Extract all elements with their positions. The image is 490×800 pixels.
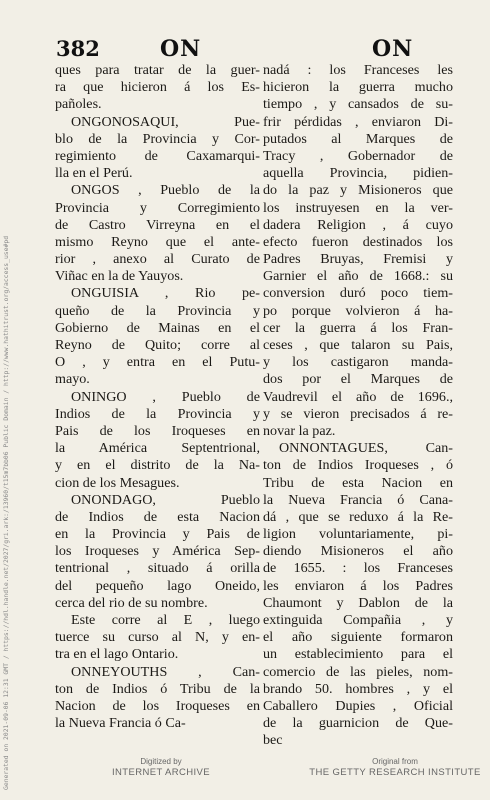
text-line: Gobierno de Mainas en el [55,319,260,336]
text-line: tentrional , situado á orilla [55,560,260,577]
text-line: dadera Religion , á cuyo [263,216,453,233]
text-line: regimiento de Caxamarqui- [55,147,260,164]
text-line: O , y entra en el Putu- [55,354,260,371]
text-line: Chaumont y Dablon de la [263,594,453,611]
text-line: los instruyesen en la ver- [263,199,453,216]
text-line: cion de los Mesagues. [55,474,180,491]
text-line: blo de la Provincia y Cor- [55,130,260,147]
text-line: bec [263,732,283,749]
text-line: conversion duró poco tiem- [263,285,453,302]
right-column [263,62,453,750]
text-line: novar la paz. [263,422,336,439]
text-line: ligion voluntariamente, pi- [263,526,453,543]
text-line: un establecimiento para el [263,646,453,663]
text-line: Vaudrevil el año de 1696., [263,388,453,405]
text-line: pañoles. [55,96,102,113]
text-line: mayo. [55,371,90,388]
original-from-footer [295,757,490,779]
text-line: Padres Bruyas, Fremisi y [263,251,453,268]
text-line: aquella Provincia, pidien- [263,165,453,182]
text-line: diendo Misioneros el año [263,543,453,560]
text-line: y los castigaron manda- [263,354,453,371]
digitized-by-label: Digitized by [140,757,182,766]
text-line: ton de Indios Iroqueses , ó [263,457,453,474]
text-line: del pequeño lago Oneido, [55,577,260,594]
text-line: los Iroqueses y América Sep- [55,543,260,560]
text-line: Pais de los Iroqueses en [55,422,260,439]
text-line: la Nueva Francia ó Ca- [55,715,186,732]
text-line: tuerce su curso al N, y en- [55,629,260,646]
text-line: Provincia y Corregimiento [55,199,260,216]
text-line: Tribu de esta Nacion en [263,474,453,491]
text-line: la Nueva Francia ó Cana- [263,491,453,508]
text-line: les enviaron á los Padres [263,577,453,594]
text-line: ONGONOSAQUI, Pue- [71,113,260,130]
text-line: ONNEYOUTHS , Can- [71,663,260,680]
text-line: Indios de la Provincia y [55,405,260,422]
text-line: ra que hicieron á los Es- [55,79,260,96]
text-line: mismo Reyno que el ante- [55,233,260,250]
text-line: do la paz y Misioneros que [263,182,453,199]
text-line: de la guarnicion de Que- [263,715,453,732]
original-from-label: Original from [372,757,418,766]
text-line: de 1655. : los Franceses [263,560,453,577]
text-line: ONONDAGO, Pueblo [71,491,260,508]
text-line: Reyno de Quito; corre al [55,337,260,353]
text-line: dá , que se reduxo á la Re- [263,508,453,525]
text-line: nadá : los Franceses les [263,62,453,78]
page-number: 382 [56,36,100,61]
text-line: de Castro Virreyna en el [55,216,260,233]
text-line: dos por el Marques de [263,371,453,388]
text-line: hicieron la guerra mucho [263,79,453,96]
text-line: ton de Indios ó Tribu de la [55,680,260,697]
text-line: Caballero Dupies , Oficial [263,697,453,714]
text-line: efecto fueron destinados los [263,233,453,250]
text-line: Nacion de los Iroqueses en [55,697,260,714]
text-line: extinguida Compañia , y [263,612,453,628]
hathitrust-side-note: Generated on 2021-09-06 12:31 GMT / https://hdl.handle.net/2027/gri.ark:/13960/t15m7bb06 Public Domain / http://www.hathitrust.org/access_use#pd [2,235,10,790]
text-line: cer la guerra á los Fran- [263,319,453,336]
text-line: putados al Marques de [263,130,453,147]
text-line: frir pérdidas , enviaron Di- [263,113,453,130]
text-line: Tracy , Gobernador de [263,147,453,164]
text-line: lla en el Perú. [55,165,133,182]
text-line: ques para tratar de la guer- [55,62,260,78]
text-line: y en el distrito de la Na- [55,457,260,474]
text-line: tra en el lago Ontario. [55,646,179,663]
text-line: la América Septentrional, [55,440,260,457]
text-line: tiempo , y cansados de su- [263,96,453,113]
internet-archive-label: INTERNET ARCHIVE [111,767,211,778]
text-line: queño de la Provincia y [55,302,260,319]
text-line: de Indios de esta Nacion [55,508,260,525]
text-line: ONGUISIA , Rio pe- [71,285,260,302]
text-line: ceses , que talaron su Pais, [263,337,453,353]
text-line: rior , anexo al Curato de [55,251,260,268]
text-line: en la Provincia y Pais de [55,526,260,543]
text-line: Este corre al E , luego [71,612,260,628]
text-line: el año siguiente formaron [263,629,453,646]
text-line: ONGOS , Pueblo de la [71,182,260,199]
running-head-left: ON [160,36,202,62]
text-line: cerca del rio de su nombre. [55,594,208,611]
getty-institute-label: THE GETTY RESEARCH INSTITUTE [309,767,481,778]
running-head-right: ON [372,36,414,62]
text-line: Viñac en la de Yauyos. [55,268,184,285]
digitized-by-footer [86,757,236,779]
text-line: brando 50. hombres , y el [263,680,453,697]
left-column [55,62,260,732]
text-line: po porque volvieron á ha- [263,302,453,319]
text-line: y se vieron precisados á re- [263,405,453,422]
text-line: Garnier el año de 1668.: su [263,268,453,285]
text-line: ONNONTAGUES, Can- [279,440,453,457]
text-line: ONINGO , Pueblo de [71,388,260,405]
text-line: comercio de las pieles, nom- [263,663,453,680]
